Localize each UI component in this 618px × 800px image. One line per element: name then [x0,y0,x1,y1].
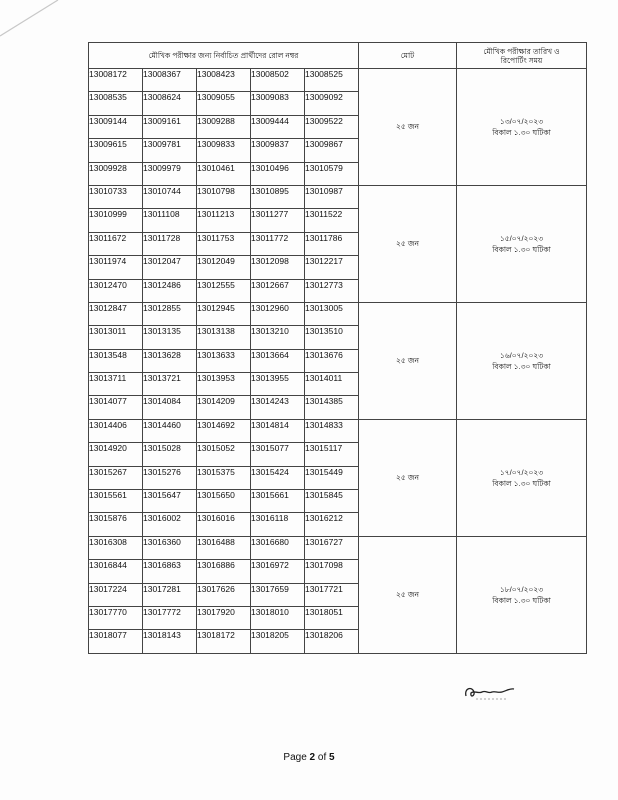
roll-number-cell: 13015661 [251,490,305,513]
roll-number-cell: 13008367 [143,69,197,92]
table-header-row [89,43,587,69]
roll-number-cell: 13009444 [251,115,305,138]
roll-number-cell: 13018010 [251,606,305,629]
roll-number-cell: 13016002 [143,513,197,536]
roll-number-cell: 13009615 [89,139,143,162]
roll-number-cell: 13016308 [89,536,143,559]
header-schedule: মৌখিক পরীক্ষার তারিখ ও রিপোর্টিং সময় [457,43,587,69]
roll-number-cell: 13011213 [197,209,251,232]
page-number [0,752,618,763]
roll-number-cell: 13009837 [251,139,305,162]
roll-number-cell: 13014077 [89,396,143,419]
roll-number-cell: 13009083 [251,92,305,115]
roll-number-cell: 13017721 [305,583,359,606]
roll-number-cell: 13011277 [251,209,305,232]
roll-number-cell: 13013005 [305,302,359,325]
schedule-date: ১৫/০৭/২০২৩ [499,233,544,243]
roll-number-cell: 13013721 [143,373,197,396]
page-prefix: Page [283,752,310,763]
roll-number-cell: 13012945 [197,302,251,325]
header-total: মোট [359,43,457,69]
roll-number-cell: 13010895 [251,185,305,208]
roll-number-cell: 13012847 [89,302,143,325]
roll-number-cell: 13015449 [305,466,359,489]
roll-number-cell: 13017920 [197,606,251,629]
roll-number-cell: 13013633 [197,349,251,372]
roll-number-cell: 13011108 [143,209,197,232]
roll-number-table [88,42,587,654]
roll-number-cell: 13016844 [89,560,143,583]
schedule-time: বিকাল ১.৩০ ঘটিকা [492,127,551,137]
roll-number-cell: 13010744 [143,185,197,208]
roll-number-cell: 13013138 [197,326,251,349]
roll-number-cell: 13013664 [251,349,305,372]
schedule-time: বিকাল ১.৩০ ঘটিকা [492,595,551,605]
roll-number-cell: 13009867 [305,139,359,162]
roll-number-cell: 13015424 [251,466,305,489]
roll-number-cell: 13014209 [197,396,251,419]
roll-number-cell: 13018143 [143,630,197,653]
roll-number-cell: 13017659 [251,583,305,606]
roll-number-cell: 13010987 [305,185,359,208]
roll-number-cell: 13012960 [251,302,305,325]
roll-number-cell: 13012217 [305,256,359,279]
roll-number-cell: 13015561 [89,490,143,513]
scan-artifact-line [0,0,60,40]
roll-number-cell: 13014406 [89,419,143,442]
roll-number-cell: 13018206 [305,630,359,653]
roll-number-cell: 13010798 [197,185,251,208]
roll-number-cell: 13009161 [143,115,197,138]
roll-number-cell: 13013953 [197,373,251,396]
roll-number-cell: 13016972 [251,560,305,583]
schedule-date: ১৩/০৭/২০২৩ [499,116,544,126]
group-total: ২৫ জন [359,185,457,302]
roll-number-cell: 13018172 [197,630,251,653]
roll-number-cell: 13014011 [305,373,359,396]
roll-number-cell: 13013210 [251,326,305,349]
roll-number-cell: 13008502 [251,69,305,92]
roll-number-cell: 13012047 [143,256,197,279]
roll-number-cell: 13016360 [143,536,197,559]
roll-number-cell: 13016886 [197,560,251,583]
roll-number-cell: 13016016 [197,513,251,536]
roll-number-cell: 13012855 [143,302,197,325]
roll-number-cell: 13015028 [143,443,197,466]
roll-number-cell: 13017770 [89,606,143,629]
roll-number-cell: 13017098 [305,560,359,583]
roll-number-cell: 13016727 [305,536,359,559]
roll-number-cell: 13012555 [197,279,251,302]
roll-number-cell: 13015077 [251,443,305,466]
page-total: 5 [329,752,335,763]
roll-number-cell: 13008423 [197,69,251,92]
header-roll-numbers: মৌখিক পরীক্ষার জন্য নির্বাচিত প্রার্থীদের রোল নম্বর [89,43,359,69]
roll-number-cell: 13015647 [143,490,197,513]
roll-number-cell: 13016118 [251,513,305,536]
roll-number-cell: 13009833 [197,139,251,162]
roll-number-cell: 13010461 [197,162,251,185]
roll-number-cell: 13011772 [251,232,305,255]
group-total: ২৫ জন [359,302,457,419]
roll-number-cell: 13015650 [197,490,251,513]
schedule-date: ১৮/০৭/২০২৩ [499,584,544,594]
roll-number-cell: 13008525 [305,69,359,92]
roll-number-cell: 13012470 [89,279,143,302]
roll-number-cell: 13013628 [143,349,197,372]
roll-number-cell: 13013510 [305,326,359,349]
group-total: ২৫ জন [359,419,457,536]
group-schedule [457,302,587,419]
roll-number-cell: 13014243 [251,396,305,419]
roll-number-cell: 13014920 [89,443,143,466]
roll-number-cell: 13011753 [197,232,251,255]
roll-number-cell: 13015845 [305,490,359,513]
roll-number-cell: 13017626 [197,583,251,606]
roll-number-cell: 13013011 [89,326,143,349]
roll-number-cell: 13011786 [305,232,359,255]
roll-number-cell: 13013955 [251,373,305,396]
roll-number-cell: 13012098 [251,256,305,279]
roll-number-cell: 13009928 [89,162,143,185]
table-row [89,536,587,559]
table-row [89,419,587,442]
roll-number-cell: 13013135 [143,326,197,349]
signature [462,682,522,704]
group-schedule [457,69,587,186]
roll-number-cell: 13011522 [305,209,359,232]
roll-number-cell: 13015876 [89,513,143,536]
roll-number-cell: 13015052 [197,443,251,466]
roll-number-cell: 13014814 [251,419,305,442]
roll-number-cell: 13009522 [305,115,359,138]
roll-number-cell: 13011672 [89,232,143,255]
roll-number-cell: 13017772 [143,606,197,629]
roll-number-cell: 13015117 [305,443,359,466]
roll-number-cell: 13018077 [89,630,143,653]
group-schedule [457,185,587,302]
roll-number-cell: 13017224 [89,583,143,606]
schedule-time: বিকাল ১.৩০ ঘটিকা [492,478,551,488]
roll-number-cell: 13011728 [143,232,197,255]
roll-number-cell: 13016863 [143,560,197,583]
group-total: ২৫ জন [359,536,457,653]
roll-number-cell: 13018205 [251,630,305,653]
roll-number-cell: 13015267 [89,466,143,489]
roll-number-cell: 13010579 [305,162,359,185]
roll-number-cell: 13015375 [197,466,251,489]
roll-number-cell: 13014833 [305,419,359,442]
roll-number-cell: 13016212 [305,513,359,536]
roll-number-cell: 13016488 [197,536,251,559]
roll-number-cell: 13010999 [89,209,143,232]
page-separator: of [315,752,330,763]
roll-number-cell: 13015276 [143,466,197,489]
roll-number-cell: 13012667 [251,279,305,302]
table-row [89,185,587,208]
schedule-date: ১৬/০৭/২০২৩ [499,350,544,360]
roll-number-cell: 13018051 [305,606,359,629]
page-current: 2 [309,752,316,763]
schedule-time: বিকাল ১.৩০ ঘটিকা [492,361,551,371]
group-total: ২৫ জন [359,69,457,186]
roll-number-cell: 13013676 [305,349,359,372]
roll-number-cell: 13016680 [251,536,305,559]
schedule-time: বিকাল ১.৩০ ঘটিকা [492,244,551,254]
roll-number-cell: 13009144 [89,115,143,138]
schedule-date: ১৭/০৭/২০২৩ [499,467,544,477]
roll-number-cell: 13008624 [143,92,197,115]
roll-number-cell: 13008535 [89,92,143,115]
roll-number-cell: 13009979 [143,162,197,185]
group-schedule [457,419,587,536]
roll-number-cell: 13009055 [197,92,251,115]
roll-number-cell: 13009781 [143,139,197,162]
roll-number-cell: 13011974 [89,256,143,279]
roll-number-cell: 13009288 [197,115,251,138]
roll-number-cell: 13014460 [143,419,197,442]
roll-number-cell: 13010733 [89,185,143,208]
roll-number-cell: 13008172 [89,69,143,92]
roll-number-cell: 13017281 [143,583,197,606]
roll-number-cell: 13014385 [305,396,359,419]
roll-number-cell: 13013711 [89,373,143,396]
roll-number-cell: 13012773 [305,279,359,302]
roll-number-cell: 13009092 [305,92,359,115]
roll-number-cell: 13010496 [251,162,305,185]
roll-number-cell: 13012049 [197,256,251,279]
table-row [89,69,587,92]
roll-number-cell: 13013548 [89,349,143,372]
group-schedule [457,536,587,653]
roll-number-cell: 13014084 [143,396,197,419]
table-row [89,302,587,325]
roll-number-cell: 13014692 [197,419,251,442]
roll-number-cell: 13012486 [143,279,197,302]
